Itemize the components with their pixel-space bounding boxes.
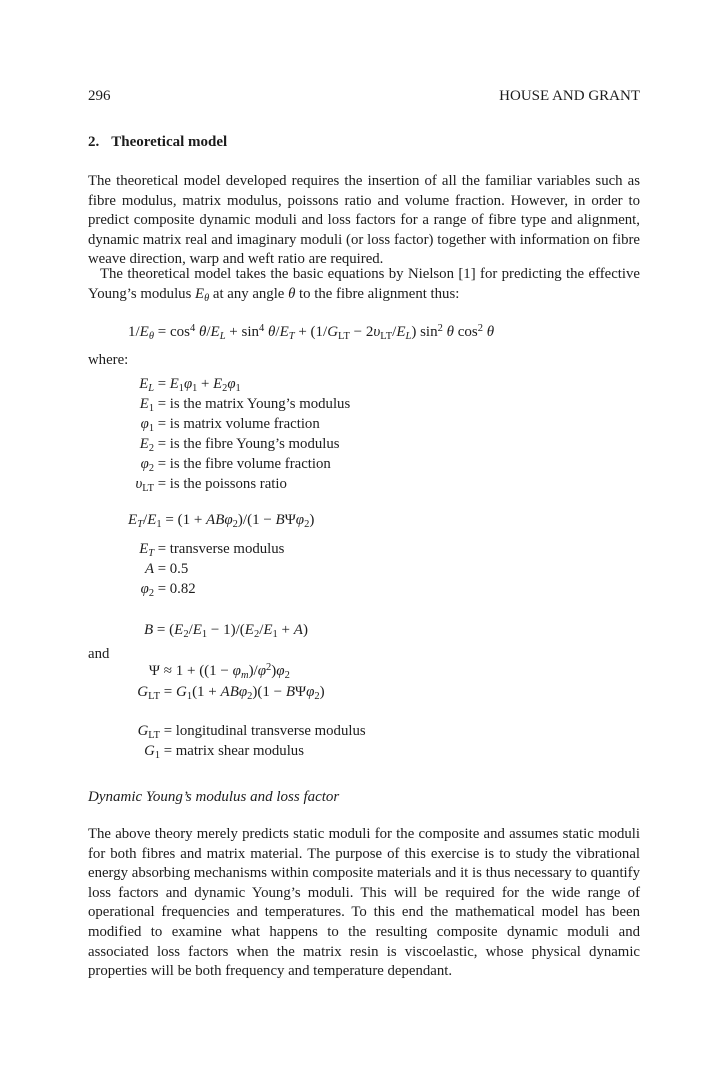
def-glt: $G_{LT}$ = longitudinal transverse modulus (137, 723, 366, 741)
def-phi1: $\varphi_1$ = is matrix volume fraction (140, 416, 320, 434)
section-heading (88, 134, 227, 151)
where-label: where: (88, 352, 129, 368)
def-g1: $G_1$ = matrix shear modulus (144, 743, 304, 761)
subsection-heading: Dynamic Young’s modulus and loss factor (88, 789, 340, 805)
section-title: Theoretical model (111, 134, 228, 150)
paragraph-nielson: The theoretical model takes the basic equations by Nielson [1] for predicting the effective Young’s modulus $E_\theta$ at any angle θ to the fibre alignment thus: (88, 266, 640, 304)
def-e2: $E_2$ = is the fibre Young’s modulus (139, 436, 340, 454)
equation-nielson: $1/E_\theta = \cos^4 \theta/E_L + \sin^4 \theta/E_T + (1/G_{LT} - 2\upsilon_{LT}/E_L)$ $\sin^2 \theta$ $\cos^2 \theta$ (128, 323, 495, 342)
paragraph-dynamic: The above theory merely predicts static moduli for the composite and assumes static moduli for both fibres and matrix material. The purpose of this exercise is to study the vibrational energy absorbing mechanisms within composite materials and it is thus necessary to quantify loss factors and dynamic Young’s moduli. This will be required for the wide range of operational frequencies and temperatures. To this end the mathematical model has been modified to examine what happens to the resulting composite dynamic moduli and associated loss factors when the matrix resin is viscoelastic, whose physical dynamic properties will be both frequency and temperature dependant. (88, 826, 640, 980)
page-number: 296 (88, 88, 111, 104)
def-a: A = 0.5 (144, 561, 189, 577)
paragraph-intro: The theoretical model developed requires the insertion of all the familiar variables such as fibre modulus, matrix modulus, poissons ratio and volume fraction. However, in order to predict composite dynamic moduli and loss factors for a range of fibre type and alignment, dynamic matrix real and imaginary moduli (or loss factor) together with information on fibre weave direction, warp and weft ratio are required. (88, 173, 640, 268)
equation-el: $E_L = E_1\varphi_1 + E_2\varphi_1$ (139, 376, 241, 394)
def-et: $E_T$ = transverse modulus (139, 541, 285, 559)
equation-glt: $G_{LT} = G_1(1 + AB\varphi_2)(1 - B\Psi\varphi_2)$ (137, 684, 325, 702)
and-label: and (88, 646, 110, 662)
def-phi2-value: $\varphi_2 = 0.82$ (140, 581, 196, 599)
def-e1: $E_1$ = is the matrix Young’s modulus (139, 396, 351, 414)
def-phi2: $\varphi_2$ = is the fibre volume fraction (140, 456, 331, 474)
equation-psi: $\Psi \approx 1 + ((1 - \varphi_m)/\varphi^2)\varphi_2$ (148, 662, 290, 681)
section-number: 2. (88, 134, 100, 150)
equation-et: $E_T/E_1 = (1 + AB\varphi_2)/(1 - B\Psi\varphi_2)$ (128, 512, 315, 530)
running-head: HOUSE AND GRANT (499, 88, 640, 104)
def-nu: $\upsilon_{LT}$ = is the poissons ratio (135, 476, 287, 494)
equation-b: $B = (E_2/E_1 - 1)/(E_2/E_1 + A)$ (144, 622, 308, 640)
